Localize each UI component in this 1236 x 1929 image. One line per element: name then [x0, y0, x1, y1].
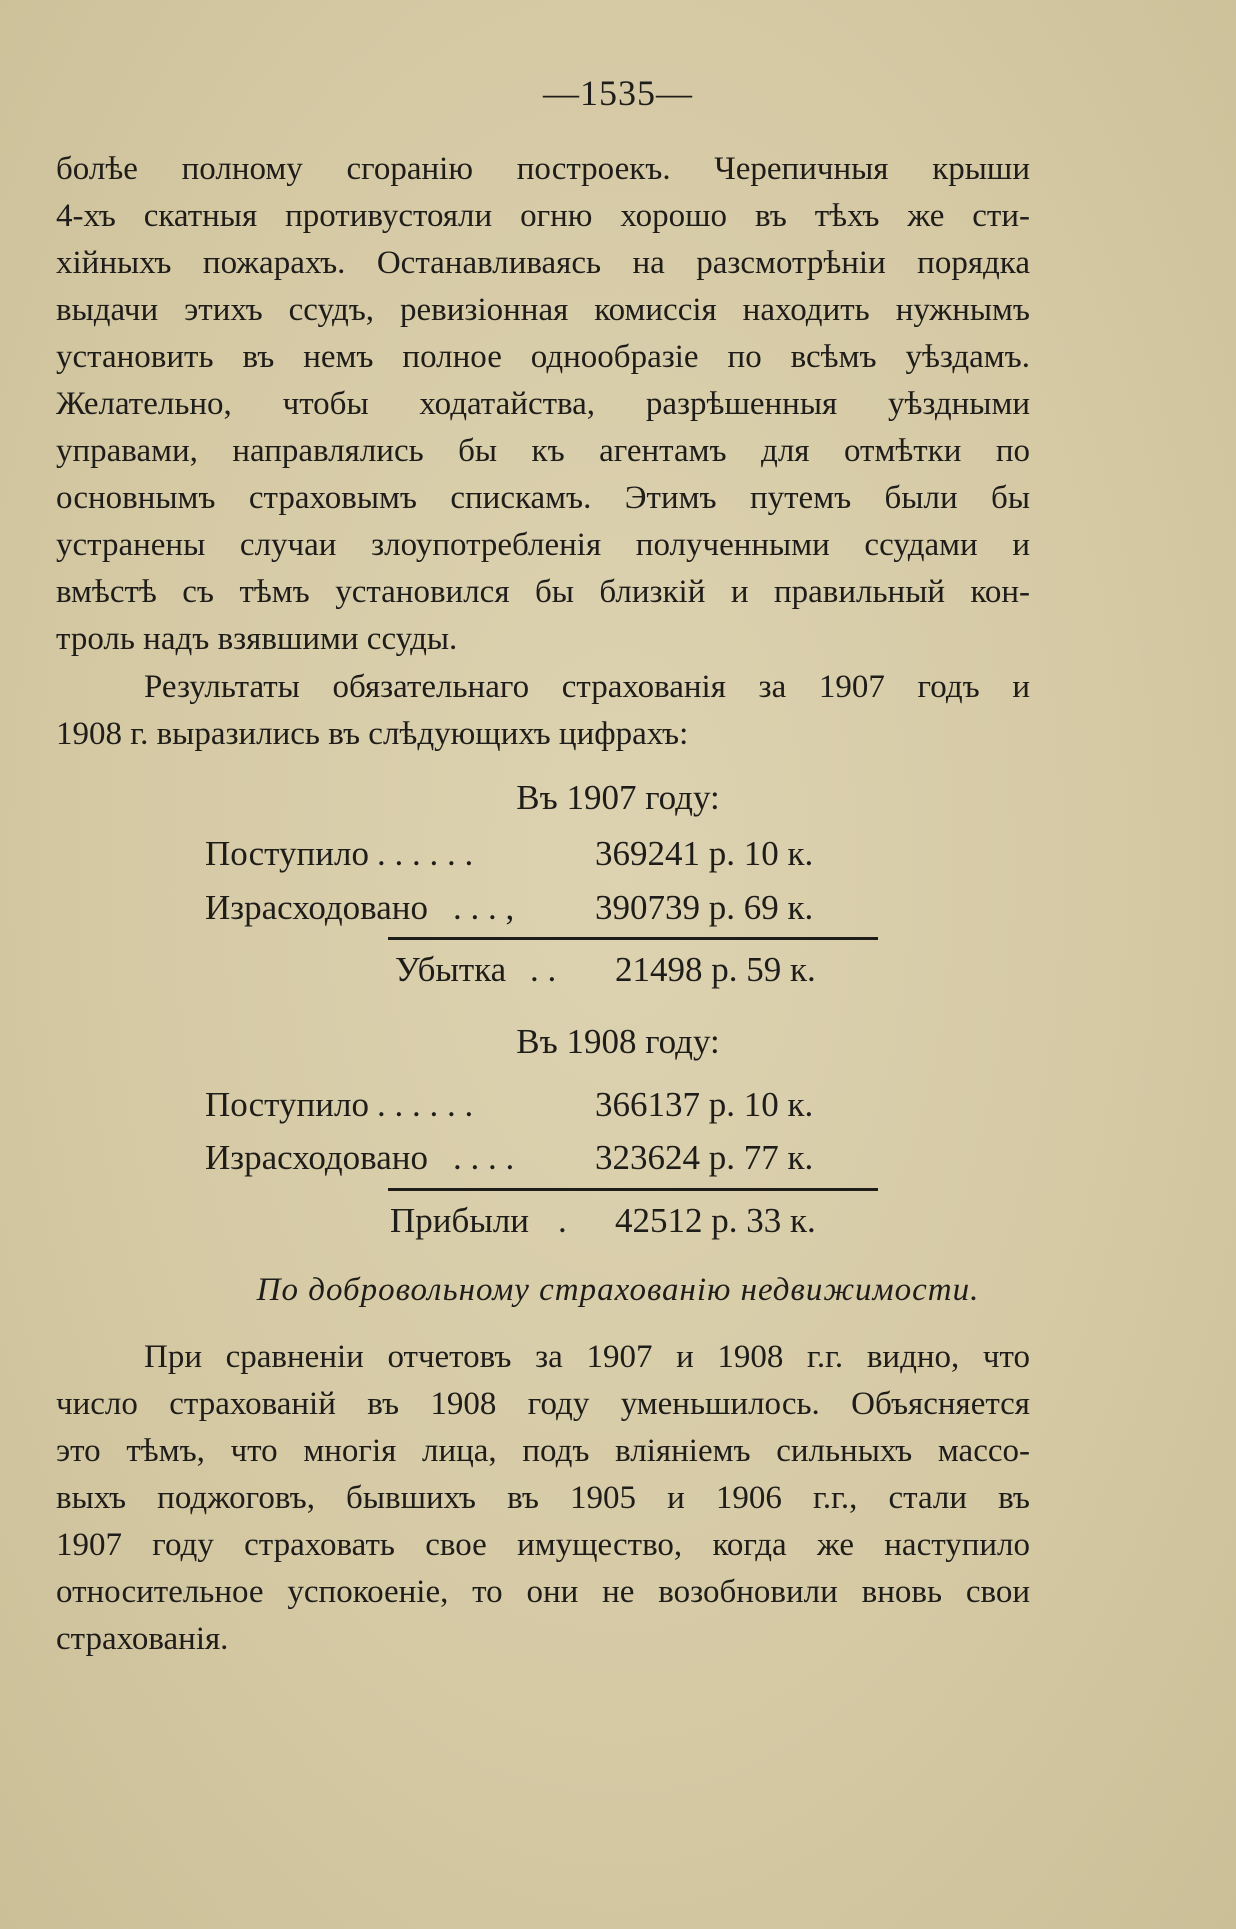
row-amount: 366137 р. 10 к.	[595, 1085, 814, 1124]
text-line: число страхованій въ 1908 году уменьшилось. Объясняется	[56, 1386, 1030, 1422]
leader-dots: . . . . . .	[377, 1085, 474, 1124]
text-line: выхъ поджоговъ, бывшихъ въ 1905 и 1906 г.г., стали въ	[56, 1480, 1030, 1516]
page-number: —1535—	[543, 73, 693, 113]
sum-rule	[388, 937, 878, 940]
paragraph-2	[56, 664, 1030, 758]
row-label: Поступило	[205, 834, 369, 873]
text-line: основнымъ страховымъ спискамъ. Этимъ путемъ были бы	[56, 480, 1030, 516]
text-line: вмѣстѣ съ тѣмъ установился бы близкій и правильный кон-	[56, 574, 1030, 610]
paragraph-1	[56, 146, 1030, 663]
text-line: При сравненіи отчетовъ за 1907 и 1908 г.г. видно, что	[144, 1339, 1030, 1375]
paragraph-3	[56, 1334, 1030, 1663]
text-line: это тѣмъ, что многія лица, подъ вліяніемъ сильныхъ массо-	[56, 1433, 1030, 1469]
row-label: Поступило	[205, 1085, 369, 1124]
text-line: устранены случаи злоупотребленія полученными ссудами и	[56, 527, 1030, 563]
text-line: троль надъ взявшими ссуды.	[56, 621, 458, 657]
leader-dots: . . . ,	[453, 888, 515, 927]
text-line: Желательно, чтобы ходатайства, разрѣшенныя уѣздными	[56, 386, 1030, 422]
row-amount: 323624 р. 77 к.	[595, 1138, 814, 1177]
text-line: 1907 году страховать свое имущество, когда же наступило	[56, 1527, 1030, 1563]
text-line: хійныхъ пожарахъ. Останавливаясь на разсмотрѣніи порядка	[56, 245, 1030, 281]
section-title: По добровольному страхованію недвижимости.	[256, 1272, 980, 1308]
year-1908-heading: Въ 1908 году:	[516, 1022, 720, 1061]
text-line: 4-хъ скатныя противустояли огню хорошо въ тѣхъ же сти-	[56, 198, 1030, 234]
leader-dots: . .	[530, 950, 557, 989]
row-amount: 21498 р. 59 к.	[615, 950, 816, 989]
row-label: Убытка	[395, 950, 507, 989]
leader-dots: . . . .	[453, 1138, 515, 1177]
text-line: выдачи этихъ ссудъ, ревизіонная комиссія находить нужнымъ	[56, 292, 1030, 328]
row-label: Израсходовано	[205, 888, 429, 927]
year-1907-heading: Въ 1907 году:	[516, 778, 720, 817]
row-label: Израсходовано	[205, 1138, 429, 1177]
sum-rule	[388, 1188, 878, 1191]
leader-dots: .	[558, 1201, 567, 1240]
row-amount: 390739 р. 69 к.	[595, 888, 814, 927]
row-amount: 42512 р. 33 к.	[615, 1201, 816, 1240]
text-line: страхованія.	[56, 1621, 229, 1657]
row-label: Прибыли	[390, 1201, 530, 1240]
text-line: болѣе полному сгоранію построекъ. Черепичныя крыши	[56, 151, 1030, 187]
text-line: 1908 г. выразились въ слѣдующихъ цифрахъ:	[56, 716, 689, 752]
text-line: Результаты обязательнаго страхованія за 1907 годъ и	[144, 669, 1030, 705]
leader-dots: . . . . . .	[377, 834, 474, 873]
text-line: установить въ немъ полное однообразіе по всѣмъ уѣздамъ.	[56, 339, 1030, 375]
text-line: управами, направлялись бы къ агентамъ для отмѣтки по	[56, 433, 1030, 469]
row-amount: 369241 р. 10 к.	[595, 834, 814, 873]
text-line: относительное успокоеніе, то они не возобновили вновь свои	[56, 1574, 1030, 1610]
